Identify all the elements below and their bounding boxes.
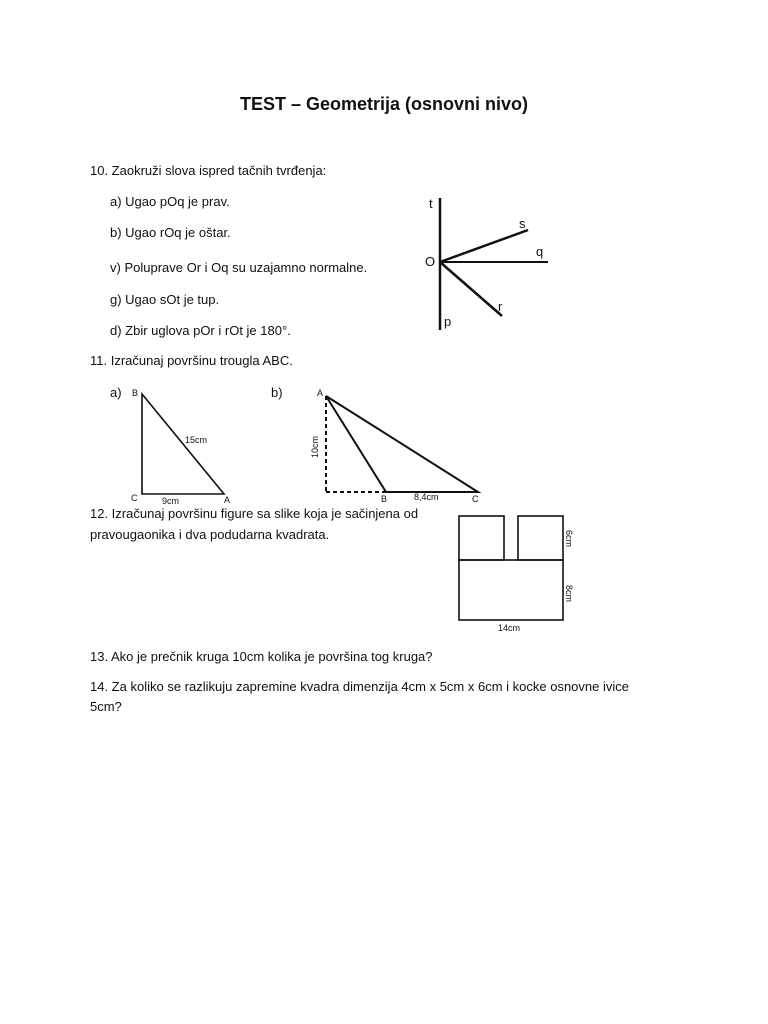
triangle-a (142, 394, 224, 494)
page-title: TEST – Geometrija (osnovni nivo) (239, 94, 529, 114)
right-square (518, 516, 563, 560)
ray-s (440, 230, 528, 262)
bc-label: 8,4cm (414, 492, 439, 502)
q10-option-a: a) Ugao pOq je prav. (110, 194, 230, 209)
question-13: 13. Ako je prečnik kruga 10cm kolika je površina tog kruga? (90, 649, 433, 664)
label-o: O (425, 254, 436, 269)
vertex-b: B (132, 388, 139, 398)
question-12-line-1: 12. Izračunaj površinu figure sa slike koja je sačinjena od (90, 506, 419, 521)
q10-option-b: b) Ugao rOq je oštar. (110, 225, 231, 240)
hypotenuse-label: 15cm (185, 435, 208, 445)
q10-option-d: d) Zbir uglova pOr i rOt je 180°. (110, 323, 291, 338)
left-square (459, 516, 504, 560)
question-14-line-1: 14. Za koliko se razlikuju zapremine kvadra dimenzija 4cm x 5cm x 6cm i kocke osnovne ivice (90, 679, 629, 694)
rect-height-label: 8cm (564, 585, 574, 603)
triangle-a-figure (128, 384, 238, 508)
q11-part-a-label: a) (110, 385, 122, 400)
triangle-b-figure (300, 384, 490, 508)
rays-figure (420, 190, 560, 340)
vertex-c: C (131, 493, 138, 503)
square-side-label: 6cm (564, 530, 574, 548)
triangle-b (326, 396, 478, 492)
label-p: p (444, 314, 452, 329)
vertex-b: B (381, 494, 388, 504)
vertex-c: C (472, 494, 479, 504)
base-label: 9cm (162, 496, 180, 506)
q10-option-v: v) Poluprave Or i Oq su uzajamno normalne. (110, 260, 368, 275)
question-10: 10. Zaokruži slova ispred tačnih tvrđenja: (90, 163, 327, 178)
q10-option-g: g) Ugao sOt je tup. (110, 292, 220, 307)
q11-part-b-label: b) (271, 385, 283, 400)
width-label: 14cm (498, 623, 521, 633)
label-q: q (536, 244, 544, 259)
vertex-a: A (317, 388, 324, 398)
ray-r (440, 262, 502, 316)
label-s: s (519, 216, 526, 231)
height-label: 10cm (310, 435, 320, 458)
vertex-a: A (224, 495, 231, 505)
label-r: r (498, 299, 503, 314)
rectangle (459, 560, 563, 620)
question-14-line-2: 5cm? (90, 699, 122, 714)
composite-figure (452, 512, 582, 638)
question-11: 11. Izračunaj površinu trougla ABC. (90, 353, 293, 368)
label-t: t (429, 196, 433, 211)
question-12-line-2: pravougaonika i dva podudarna kvadrata. (90, 527, 330, 542)
